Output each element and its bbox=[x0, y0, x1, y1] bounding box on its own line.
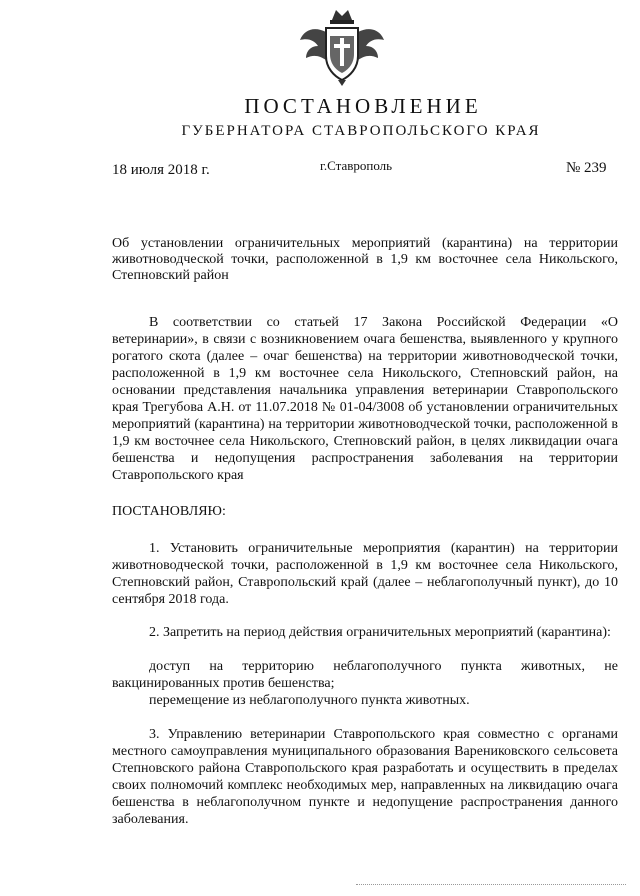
footer-divider bbox=[356, 884, 626, 888]
item-2-paragraph: 2. Запретить на период действия ограничительных мероприятий (карантина): bbox=[149, 625, 611, 640]
document-number: № 239 bbox=[566, 160, 607, 176]
document-heading: Об установлении ограничительных мероприятий (карантина) на территории животноводческой точки, расположенной в 1,9 км восточнее села Никольского, Степновский район bbox=[112, 236, 618, 283]
item-3-paragraph: 3. Управлению ветеринарии Ставропольского края совместно с органами местного самоуправления муниципального образования Варениковского сельсовета Степновского района Ставропольского края разработать и осуществить в пределах своих полномочий комплекс необходимых мер, направленных на ликвидацию очага бешенства в неблагополучном пункте и недопущение распространения данного заболевания. bbox=[112, 727, 618, 827]
document-date: 18 июля 2018 г. bbox=[112, 162, 210, 178]
document-subtitle: ГУБЕРНАТОРА СТАВРОПОЛЬСКОГО КРАЯ bbox=[181, 123, 541, 139]
preamble-paragraph: В соответствии со статьей 17 Закона Российской Федерации «О ветеринарии», в связи с возникновением очага бешенства, выявленного у крупного рогатого скота (далее – очаг бешенства) на территории животноводческой точки, расположенной в 1,9 км восточнее села Никольского, Степновский район, на основании представления начальника управления ветеринарии Ставропольского края Трегубова А.Н. от 11.07.2018 № 01-04/3008 об установлении ограничительных мероприятий (карантина) на территории животноводческой точки, расположенной в 1,9 км восточнее села Никольского, Степновский район, в целях ликвидации очага бешенства и недопущения распространения заболевания на территории Ставропольского края bbox=[112, 315, 618, 483]
item-2b-paragraph: перемещение из неблагополучного пункта животных. bbox=[149, 693, 470, 708]
document-title: ПОСТАНОВЛЕНИЕ bbox=[244, 94, 482, 118]
decree-word: ПОСТАНОВЛЯЮ: bbox=[112, 504, 226, 519]
document-city: г.Ставрополь bbox=[320, 158, 393, 173]
coat-of-arms-icon bbox=[296, 6, 388, 88]
item-1-paragraph: 1. Установить ограничительные мероприятия (карантин) на территории животноводческой точки, расположенной в 1,9 км восточнее села Никольского, Степновский район, Ставропольский край (далее – неблагополучный пункт), до 10 сентября 2018 года. bbox=[112, 541, 618, 607]
item-2a-paragraph: доступ на территорию неблагополучного пункта животных, не вакцинированных против бешенства; bbox=[112, 659, 618, 691]
